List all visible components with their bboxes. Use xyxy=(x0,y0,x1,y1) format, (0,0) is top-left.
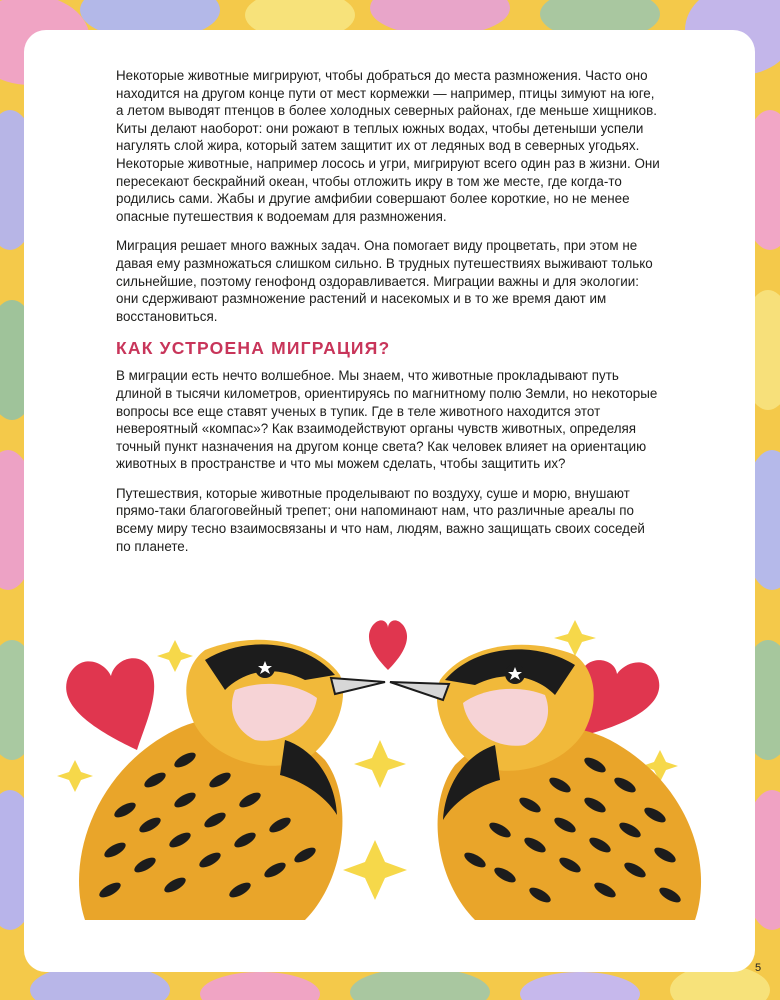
page-number: 5 xyxy=(755,962,762,974)
sparkle-icon xyxy=(343,840,407,900)
sparkle-icon xyxy=(354,740,406,788)
heart-icon xyxy=(66,658,154,750)
body-text xyxy=(116,67,661,567)
birds-illustration xyxy=(55,610,725,940)
sparkle-icon xyxy=(57,760,93,792)
paragraph-4: Путешествия, которые животные проделывают по воздуху, суше и морю, внушают прямо-таки благоговейный трепет; они напоминают нам, что различные ареалы по всему миру тесно взаимосвязаны и что нам, людям, важно защищать своих соседей по планете. xyxy=(116,485,645,554)
heart-icon xyxy=(369,620,407,670)
paragraph-2: Миграция решает много важных задач. Она помогает виду процветать, при этом не давая ему размножаться слишком сильно. В трудных путешествиях выживают только сильнейшие, поэтому генофонд оздоравливается. Миграции важны и для экологии: они сдерживают размножение растений и насекомых и в то же время дают им восстановиться. xyxy=(116,238,653,324)
paragraph-1: Некоторые животные мигрируют, чтобы добраться до места размножения. Часто оно находится на другом конце пути от мест кормежки — например, птицы зимуют на юге, а летом выводят птенцов в более холодных северных районах, где меньше хищников. Киты делают наоборот: они рожают в теплых южных водах, чтобы детеныши успели нагулять слой жира, который затем защитит их от ледяных вод в северных угодьях. Некоторые животные, например лосось и угри, мигрируют всего один раз в жизни. Они пересекают бескрайний океан, чтобы отложить икру в том же месте, где когда-то родились сами. Жабы и другие амфибии совершают более короткие, но не менее опасные путешествия к водоемам для размножения. xyxy=(116,68,660,224)
section-heading: КАК УСТРОЕНА МИГРАЦИЯ? xyxy=(116,338,391,359)
sparkle-icon xyxy=(157,640,193,672)
paragraph-3: В миграции есть нечто волшебное. Мы знаем, что животные прокладывают путь длиной в тысячи километров, ориентируясь по магнитному полю Земли, но некоторые вопросы все еще ставят ученых в тупик. Где в теле животного находится этот невероятный «компас»? Как взаимодействуют органы чувств животных, определяя точный пункт назначения на другом конце света? Как человек влияет на ориентацию животных в пространстве и что мы можем сделать, чтобы защитить их? xyxy=(116,368,658,472)
